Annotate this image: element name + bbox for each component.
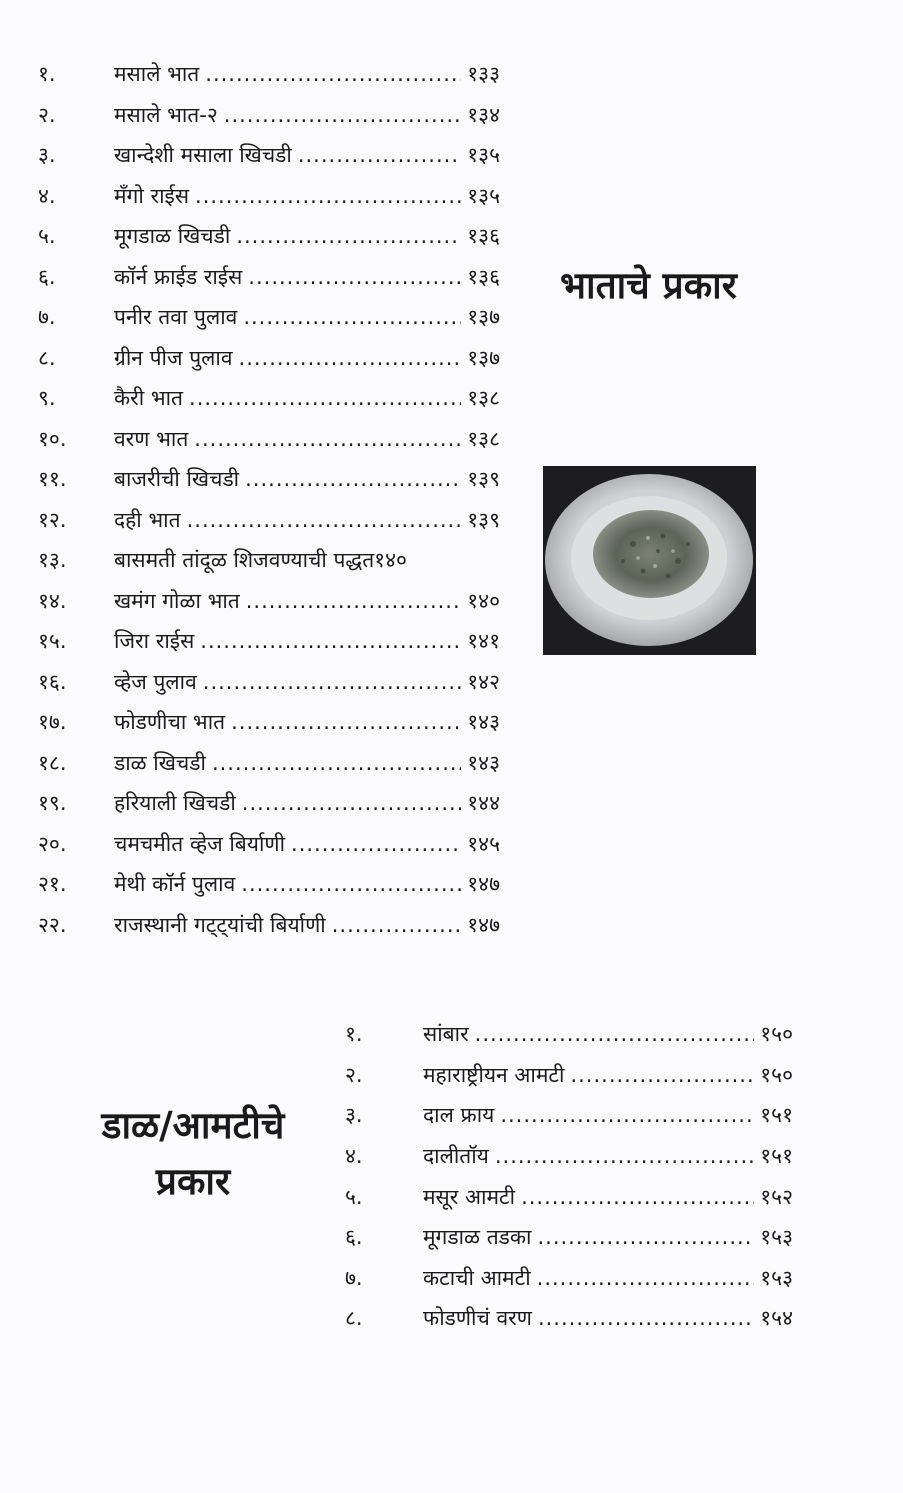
dot-leader — [242, 791, 461, 815]
item-number: १६. — [38, 669, 67, 694]
dal-section-heading — [68, 1098, 318, 1209]
item-number: १९. — [38, 791, 67, 816]
list-item — [345, 1095, 793, 1136]
item-page: १५२ — [760, 1184, 793, 1209]
item-page: १३६ — [467, 224, 500, 249]
list-item — [38, 743, 500, 784]
item-number: ५. — [38, 224, 56, 249]
item-title: मूगडाळ खिचडी — [114, 224, 231, 249]
item-number: १७. — [38, 710, 67, 735]
dot-leader — [243, 305, 461, 329]
item-title: फोडणीचा भात — [114, 710, 226, 735]
list-item — [38, 54, 500, 95]
list-item — [38, 459, 500, 500]
list-item — [38, 662, 500, 703]
list-item — [345, 1014, 793, 1055]
dot-leader — [231, 710, 461, 734]
item-title: कैरी भात — [114, 386, 184, 411]
item-page: १४४ — [467, 791, 500, 816]
list-item — [38, 783, 500, 824]
list-item — [38, 419, 500, 460]
list-item — [345, 1258, 793, 1299]
dot-leader — [239, 346, 462, 370]
item-number: २. — [38, 102, 56, 127]
item-page: १५० — [760, 1062, 793, 1087]
dot-leader — [195, 184, 461, 208]
dot-leader — [291, 832, 461, 856]
item-page: १३८ — [467, 426, 500, 451]
list-item — [38, 216, 500, 257]
item-number: १०. — [38, 426, 67, 451]
item-page: १४३ — [467, 710, 500, 735]
list-item — [38, 621, 500, 662]
dot-leader — [200, 629, 461, 653]
dot-leader — [538, 1306, 754, 1330]
item-number: १३. — [38, 548, 67, 573]
dot-leader — [570, 1063, 754, 1087]
list-item — [38, 540, 500, 581]
item-title: चमचमीत व्हेज बिर्याणी — [114, 831, 286, 856]
item-number: १. — [38, 62, 56, 87]
item-number: ५. — [345, 1184, 363, 1209]
item-number: २. — [345, 1062, 363, 1087]
dot-leader — [224, 103, 461, 127]
item-number: १४. — [38, 588, 67, 613]
item-number: ३. — [38, 143, 56, 168]
list-item — [345, 1298, 793, 1339]
item-page: १४५ — [467, 831, 500, 856]
item-title: कटाची आमटी — [423, 1265, 531, 1290]
item-title: सांबार — [423, 1022, 469, 1047]
list-item — [38, 338, 500, 379]
dot-leader — [248, 265, 461, 289]
plate-illustration — [543, 466, 756, 655]
item-title: बाजरीची खिचडी — [114, 467, 240, 492]
dot-leader — [245, 467, 461, 491]
dot-leader — [189, 386, 461, 410]
item-number: ११. — [38, 467, 67, 492]
item-page: १४० — [467, 588, 500, 613]
dot-leader — [194, 427, 461, 451]
item-title: ग्रीन पीज पुलाव — [114, 345, 233, 370]
item-number: ४. — [38, 183, 56, 208]
item-title: बासमती तांदूळ शिजवण्याची पद्धत — [114, 548, 375, 573]
item-page: १३९ — [467, 467, 500, 492]
list-item — [38, 864, 500, 905]
item-number: २०. — [38, 831, 67, 856]
item-title: मेथी कॉर्न पुलाव — [114, 872, 236, 897]
list-item — [345, 1055, 793, 1096]
dot-leader — [500, 1103, 754, 1127]
item-page: १३७ — [467, 305, 500, 330]
item-page: १५३ — [760, 1225, 793, 1250]
dot-leader — [205, 62, 461, 86]
list-item — [38, 702, 500, 743]
dot-leader — [203, 670, 461, 694]
dot-leader — [475, 1022, 755, 1046]
item-title: मूगडाळ तडका — [423, 1225, 532, 1250]
dot-leader — [212, 751, 461, 775]
item-page: १४३ — [467, 750, 500, 775]
list-item — [38, 824, 500, 865]
list-item — [38, 378, 500, 419]
item-number: १५. — [38, 629, 67, 654]
item-number: ४. — [345, 1144, 363, 1169]
dot-leader — [241, 872, 461, 896]
rice-section-heading: भाताचे प्रकार — [560, 264, 737, 307]
item-page: १५३ — [760, 1265, 793, 1290]
item-title: दालीतॉय — [423, 1144, 489, 1169]
item-number: ९. — [38, 386, 56, 411]
item-page: १५४ — [760, 1306, 793, 1331]
item-page: १३६ — [467, 264, 500, 289]
list-item — [345, 1136, 793, 1177]
item-page: १४० — [374, 548, 407, 573]
item-number: २२. — [38, 912, 67, 937]
rice-dish-photo — [543, 466, 756, 655]
item-title: जिरा राईस — [114, 629, 195, 654]
item-title: फोडणीचं वरण — [423, 1306, 532, 1331]
dot-leader — [537, 1225, 754, 1249]
item-page: १४२ — [467, 669, 500, 694]
item-title: व्हेज पुलाव — [114, 669, 197, 694]
dal-heading-line1: डाळ/आमटीचे — [101, 1104, 285, 1147]
dot-leader — [537, 1266, 755, 1290]
item-title: महाराष्ट्रीयन आमटी — [423, 1062, 565, 1087]
item-number: १२. — [38, 507, 67, 532]
list-item — [38, 297, 500, 338]
dot-leader — [332, 913, 462, 937]
item-title: कॉर्न फ्राईड राईस — [114, 264, 243, 289]
dot-leader — [246, 589, 461, 613]
item-title: डाळ खिचडी — [114, 750, 206, 775]
item-number: २१. — [38, 872, 67, 897]
dot-leader — [521, 1185, 754, 1209]
item-page: १४७ — [467, 872, 500, 897]
item-number: ३. — [345, 1103, 363, 1128]
item-page: १५० — [760, 1022, 793, 1047]
item-page: १३३ — [467, 62, 500, 87]
item-page: १३८ — [467, 386, 500, 411]
item-title: राजस्थानी गट्ट्यांची बिर्याणी — [114, 912, 326, 937]
item-page: १४७ — [467, 912, 500, 937]
item-number: १. — [345, 1022, 363, 1047]
list-item — [38, 500, 500, 541]
item-title: मसाले भात — [114, 62, 200, 87]
item-page: १५१ — [760, 1144, 793, 1169]
item-page: १३९ — [467, 507, 500, 532]
rice-contents-list — [38, 54, 500, 945]
item-title: पनीर तवा पुलाव — [114, 305, 238, 330]
dot-leader — [187, 508, 462, 532]
item-title: खान्देशी मसाला खिचडी — [114, 143, 292, 168]
list-item — [345, 1217, 793, 1258]
list-item — [38, 95, 500, 136]
list-item — [38, 257, 500, 298]
item-number: ७. — [345, 1265, 363, 1290]
item-page: १३७ — [467, 345, 500, 370]
dot-leader — [495, 1144, 754, 1168]
item-number: ६. — [38, 264, 56, 289]
item-page: १३४ — [467, 102, 500, 127]
item-title: वरण भात — [114, 426, 189, 451]
item-page: १३५ — [467, 183, 500, 208]
list-item — [38, 581, 500, 622]
dot-leader — [236, 224, 461, 248]
list-item — [38, 905, 500, 946]
list-item — [345, 1176, 793, 1217]
dal-heading-line2: प्रकार — [155, 1159, 231, 1203]
item-number: ७. — [38, 305, 56, 330]
item-title: खमंग गोळा भात — [114, 588, 240, 613]
item-page: १४१ — [467, 629, 500, 654]
dot-leader — [298, 143, 461, 167]
item-number: १८. — [38, 750, 67, 775]
item-title: दाल फ्राय — [423, 1103, 495, 1128]
item-number: ८. — [38, 345, 56, 370]
item-title: मँगो राईस — [114, 183, 190, 208]
item-title: मसूर आमटी — [423, 1184, 516, 1209]
item-title: दही भात — [114, 507, 181, 532]
item-title: हरियाली खिचडी — [114, 791, 236, 816]
item-number: ६. — [345, 1225, 363, 1250]
item-title: मसाले भात-२ — [114, 102, 218, 127]
dal-contents-list — [345, 1014, 793, 1339]
item-page: १५१ — [760, 1103, 793, 1128]
item-number: ८. — [345, 1306, 363, 1331]
item-page: १३५ — [467, 143, 500, 168]
list-item — [38, 135, 500, 176]
list-item — [38, 176, 500, 217]
